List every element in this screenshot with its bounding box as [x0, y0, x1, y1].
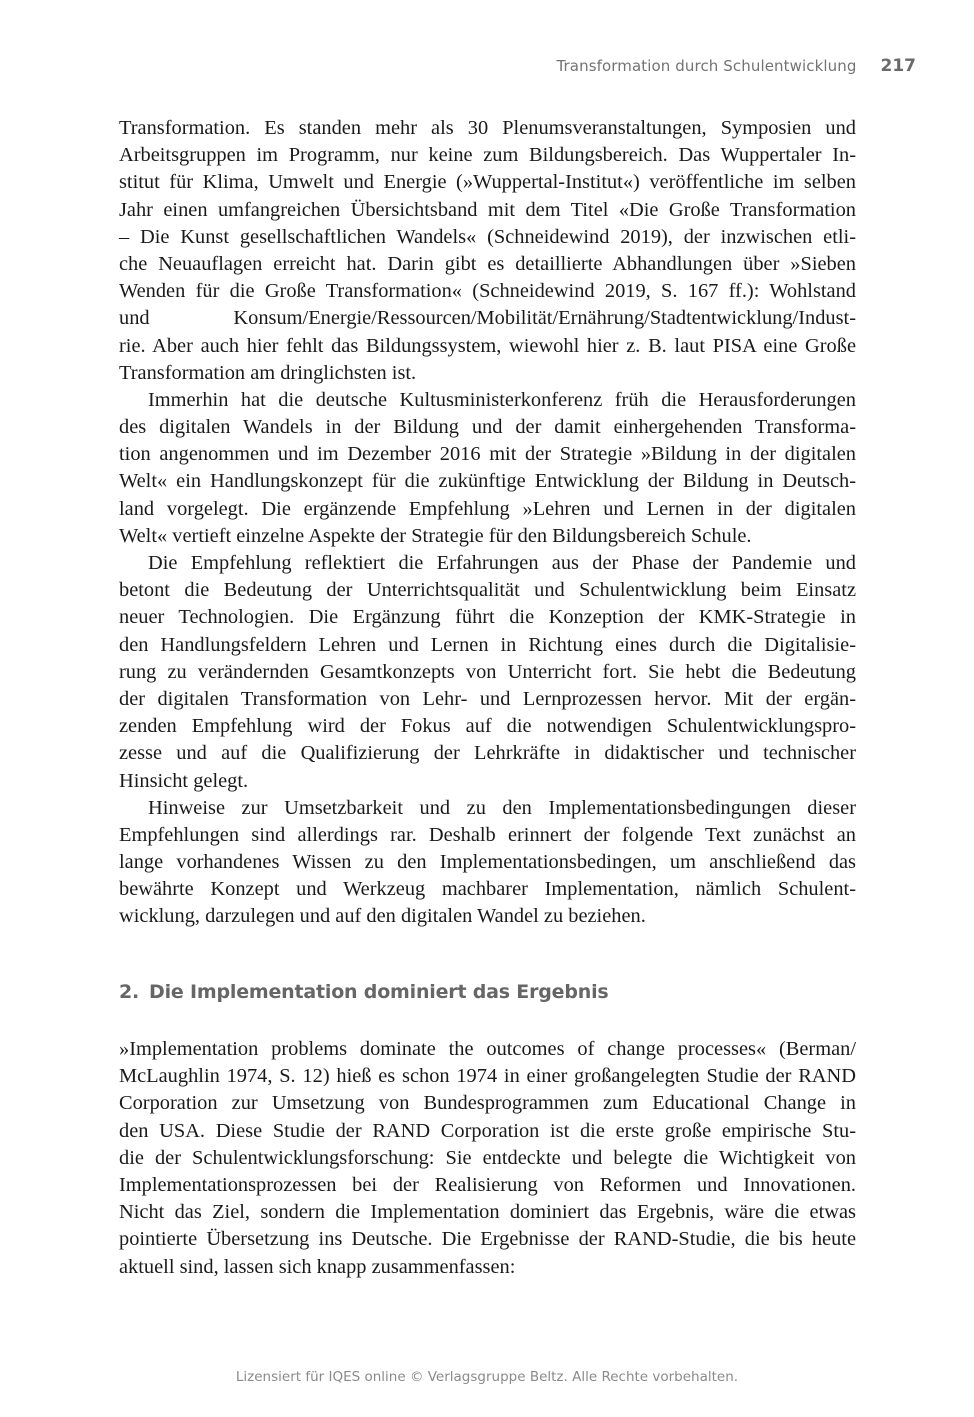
text-line: den Handlungsfeldern Lehren und Lernen in Richtung eines durch die Digitalisie- — [119, 633, 856, 656]
text-line: Immerhin hat die deutsche Kultusministerkonferenz früh die Herausforderungen — [148, 388, 856, 411]
text-line: neuer Technologien. Die Ergänzung führt die Konzeption der KMK-Strategie in — [119, 606, 856, 629]
text-line: Jahr einen umfangreichen Übersichtsband mit dem Titel «Die Große Transformation — [119, 198, 856, 221]
text-line: Die Empfehlung reflektiert die Erfahrungen aus der Phase der Pandemie und — [148, 552, 856, 574]
section-number: 2. — [119, 981, 140, 1003]
text-line: den USA. Diese Studie der RAND Corporation ist die erste große empirische Stu- — [119, 1119, 856, 1142]
text-line: Hinsicht gelegt. — [119, 769, 249, 792]
text-line: rie. Aber auch hier fehlt das Bildungssystem, wiewohl hier z. B. laut PISA eine Große — [119, 334, 856, 357]
text-line: bewährte Konzept und Werkzeug machbarer Implementation, nämlich Schulent- — [119, 878, 856, 901]
text-line: die der Schulentwicklungsforschung: Sie entdeckte und belegte die Wichtigkeit von — [119, 1146, 856, 1169]
text-line: stitut für Klima, Umwelt und Energie (»Wuppertal-Institut«) veröffentliche im selben — [119, 171, 856, 194]
text-line: Arbeitsgruppen im Programm, nur keine zum Bildungsbereich. Das Wuppertaler In- — [119, 144, 856, 167]
section-title: Die Implementation dominiert das Ergebnis — [149, 981, 609, 1003]
text-line: Welt« ein Handlungskonzept für die zukünftige Entwicklung der Bildung in Deutsch- — [119, 470, 856, 493]
running-head — [556, 56, 916, 76]
text-line: land vorgelegt. Die ergänzende Empfehlung »Lehren und Lernen in der digitalen — [119, 497, 856, 520]
text-line: che Neuauflagen erreicht hat. Darin gibt es detaillierte Abhandlungen über »Sieben — [119, 252, 856, 275]
text-line: zesse und auf die Qualifizierung der Lehrkräfte in didaktischer und technischer — [119, 742, 856, 765]
text-line: Wenden für die Große Transformation« (Schneidewind 2019, S. 167 ff.): Wohlstand — [119, 280, 856, 303]
text-line: Implementationsprozessen bei der Realisierung von Reformen und Innovationen. — [119, 1173, 856, 1196]
text-line: Nicht das Ziel, sondern die Implementation dominiert das Ergebnis, wäre die etwas — [119, 1201, 856, 1224]
text-line: lange vorhandenes Wissen zu den Implementationsbedingen, um anschließend das — [119, 851, 856, 874]
text-line: Welt« vertieft einzelne Aspekte der Strategie für den Bildungsbereich Schule. — [119, 524, 752, 547]
text-line: tion angenommen und im Dezember 2016 mit der Strategie »Bildung in der digitalen — [119, 443, 856, 466]
body-text-block-1 — [119, 115, 856, 931]
text-line: rung zu verändernden Gesamtkonzepts von Unterricht fort. Sie hebt die Bedeutung — [119, 660, 856, 683]
text-line: wicklung, darzulegen und auf den digitalen Wandel zu beziehen. — [119, 905, 646, 928]
text-line: Corporation zur Umsetzung von Bundesprogrammen zum Educational Change in — [119, 1092, 856, 1115]
text-line: aktuell sind, lassen sich knapp zusammenfassen: — [119, 1255, 516, 1278]
text-line: des digitalen Wandels in der Bildung und der damit einhergehenden Transforma- — [119, 416, 856, 439]
text-line: der digitalen Transformation von Lehr- und Lernprozessen hervor. Mit der ergän- — [119, 687, 856, 710]
text-line: zenden Empfehlung wird der Fokus auf die notwendigen Schulentwicklungspro- — [119, 715, 856, 738]
text-line: und Konsum/Energie/Ressourcen/Mobilität/Ernährung/Stadtentwicklung/Indust- — [119, 307, 856, 330]
text-line: Empfehlungen sind allerdings rar. Deshalb erinnert der folgende Text zunächst an — [119, 823, 856, 846]
text-line: betont die Bedeutung der Unterrichtsqualität und Schulentwicklung beim Einsatz — [119, 579, 856, 602]
text-line: pointierte Übersetzung ins Deutsche. Die Ergebnisse der RAND-Studie, die bis heute — [119, 1228, 856, 1251]
text-line: Transformation am dringlichsten ist. — [119, 361, 417, 384]
text-line: »Implementation problems dominate the outcomes of change processes« (Berman/ — [119, 1038, 856, 1060]
section-heading — [119, 981, 609, 1003]
body-text-block-2 — [119, 1036, 856, 1281]
text-line: McLaughlin 1974, S. 12) hieß es schon 1974 in einer großangelegten Studie der RAND — [119, 1065, 856, 1088]
text-line: Hinweise zur Umsetzbarkeit und zu den Implementationsbedingungen dieser — [148, 796, 856, 819]
page-number: 217 — [880, 56, 916, 76]
text-line: – Die Kunst gesellschaftlichen Wandels« (Schneidewind 2019), der inzwischen etli- — [119, 225, 856, 248]
running-head-title: Transformation durch Schulentwicklung — [556, 57, 857, 75]
text-line: Transformation. Es standen mehr als 30 Plenumsveranstaltungen, Symposien und — [119, 117, 856, 139]
license-footer: Lizensiert für IQES online © Verlagsgruppe Beltz. Alle Rechte vorbehalten. — [235, 1369, 739, 1385]
